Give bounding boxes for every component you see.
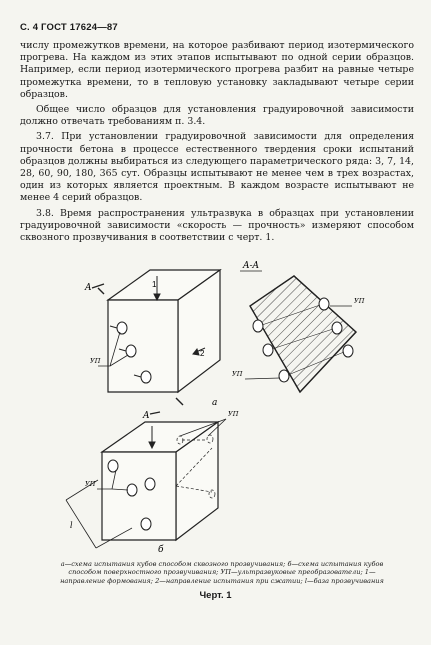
up-label-b-left: УП (85, 480, 96, 488)
figure-title: Черт. 1 (199, 590, 232, 601)
up-leader-section-bottom (245, 378, 280, 379)
section-view (250, 276, 356, 392)
cut-mark-b (150, 412, 160, 414)
direction-1-label: 1 (152, 280, 157, 289)
paragraph-3: 3.7. При установлении градуировочной зависимости для определения прочности бетона в процессе естественного твердения сроки испытаний образцов должны выбираться из следующего параметрического ряда: 3, 7, 14, 28, 60, 90, 180, 365 сут. Образцы испытывают не менее чем в трех возрастах, один из которых является проектным. В каждом возрасте испытывают не менее 4 серий образцов. (20, 131, 414, 204)
figure-caption: а—схема испытания кубов способом сквозного прозвучивания; б—схема испытания кубов способом поверхностного прозвучивания; УП—ультразвуковые преобразователи; 1—направление формования; 2—направление испытания при сжатии; l—база прозвучивания (60, 560, 384, 585)
cube-b (102, 422, 218, 540)
page-header: С. 4 ГОСТ 17624—87 (20, 22, 118, 33)
up-label-section-top: УП (354, 297, 365, 305)
section-label: A-A (243, 261, 260, 271)
up-label-section-bottom: УП (232, 370, 243, 378)
cut-label-a2: A (143, 411, 150, 421)
paragraph-2: Общее число образцов для установления градуировочной зависимости должно отвечать требованиям п. 3.4. (20, 104, 414, 128)
dimension-l-label: l (70, 521, 73, 530)
direction-2-label: 2 (200, 349, 205, 358)
paragraph-4: 3.8. Время распространения ультразвука в образцах при установлении градуировочной зависимости «скорость — прочность» измеряют способом сквозного прозвучивания в соответствии с черт. 1. (20, 207, 414, 244)
up-label-a: УП (90, 357, 101, 365)
paragraph-1: числу промежутков времени, на которое разбивают период изотермического прогрева. На каждом из этих этапов испытывают по одной серии образцов. Например, если период изотермического прогрева разбит на равные четыре промежутка времени, то в тепловую установку закладывают четыре серии образцов. (20, 40, 414, 100)
cut-label-a: A (85, 283, 92, 293)
up-label-b-top: УП (228, 410, 239, 418)
sub-label-b: б (158, 545, 164, 555)
sub-label-a: а (212, 398, 218, 408)
